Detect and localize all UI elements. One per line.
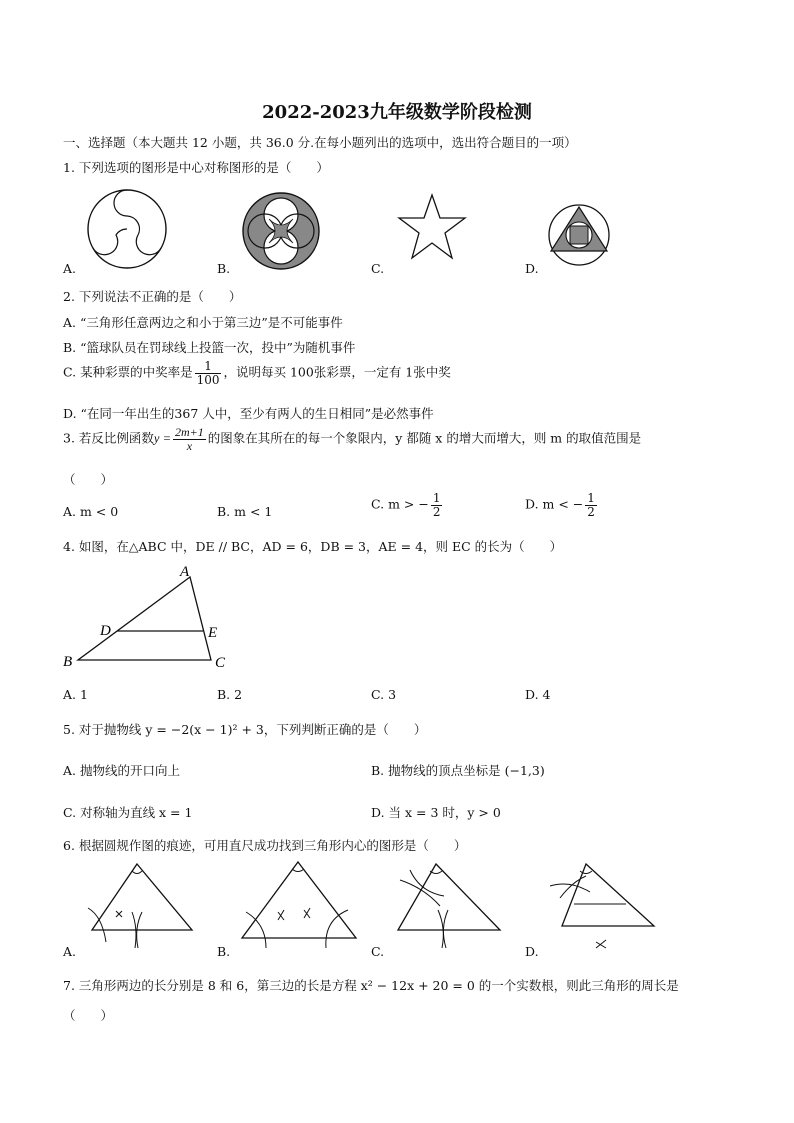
q4-triangle-figure [60, 560, 240, 674]
q3-option-d [525, 492, 599, 518]
q3-option-a: A. m < 0 [63, 504, 119, 519]
q4-label-e: E [208, 625, 218, 641]
q3-d-fraction [585, 492, 597, 518]
q4-label-a: A [180, 564, 190, 580]
q6-figure-c [390, 858, 510, 950]
question-5-stem: 5. 对于抛物线 y = −2(x − 1)² + 3，下列判断正确的是（ ） [63, 722, 427, 737]
q6-figure-d [546, 858, 664, 950]
q1-figure-b-four-petal [240, 190, 322, 272]
q3-d-text: D. m < − [525, 496, 584, 512]
q6-option-b: B. [217, 944, 231, 959]
question-4-stem: 4. 如图，在△ABC 中，DE // BC，AD = 6，DB = 3，AE = 4，则 EC 的长为（ ） [63, 539, 563, 554]
q3-numerator: 2m+1 [175, 425, 204, 439]
q4-label-c: C [215, 655, 226, 671]
question-2-stem: 2. 下列说法不正确的是（ ） [63, 289, 242, 304]
q7-paren: （ ） [63, 1008, 114, 1023]
question-3-stem [63, 426, 641, 452]
q1-option-d: D. [525, 261, 539, 276]
q3-c-text: C. m > − [371, 496, 429, 512]
q6-option-a: A. [63, 944, 77, 959]
q3-d-numerator: 1 [587, 491, 595, 505]
q3-denominator: x [186, 438, 193, 453]
q6-figure-b [236, 858, 364, 950]
q3-c-denominator: 2 [432, 504, 441, 519]
q6-option-c: C. [371, 944, 385, 959]
q4-option-b: B. 2 [217, 687, 243, 702]
q3-y: y = [153, 431, 172, 446]
q2-c-text-post: ，说明每买 100张彩票，一定有 1张中奖 [223, 364, 451, 380]
q1-option-b: B. [217, 261, 231, 276]
q2-c-numerator: 1 [195, 360, 222, 374]
q3-paren: （ ） [63, 472, 114, 487]
q2-option-a: A. “三角形任意两边之和小于第三边”是不可能事件 [63, 315, 343, 330]
q5-option-d: D. 当 x = 3 时，y > 0 [371, 805, 501, 820]
q2-option-c [63, 360, 451, 386]
q4-option-a: A. 1 [63, 687, 88, 702]
q2-option-d: D. “在同一年出生的367 人中，至少有两人的生日相同”是必然事件 [63, 406, 434, 421]
q4-label-d: D [100, 623, 111, 639]
q3-fraction [173, 426, 206, 452]
q6-figure-a [80, 858, 200, 950]
q4-label-b: B [63, 654, 73, 670]
q4-option-c: C. 3 [371, 687, 397, 702]
q3-d-denominator: 2 [587, 504, 595, 519]
page-title: 2022-2023九年级数学阶段检测 [262, 102, 532, 123]
q2-c-denominator: 100 [196, 372, 220, 387]
q5-option-a: A. 抛物线的开口向上 [63, 763, 180, 778]
q1-option-a: A. [63, 261, 77, 276]
q3-text-pre: 3. 若反比例函数 [63, 430, 154, 446]
question-7-stem: 7. 三角形两边的长分别是 8 和 6，第三边的长是方程 x² − 12x + 20 = 0 的一个实数根，则此三角形的周长是 [63, 978, 679, 993]
q1-figure-c-star [396, 192, 468, 264]
q2-c-fraction [195, 360, 222, 386]
q2-c-text-pre: C. 某种彩票的中奖率是 [63, 364, 193, 380]
question-6-stem: 6. 根据圆规作图的痕迹，可用直尺成功找到三角形内心的图形是（ ） [63, 838, 467, 853]
q1-figure-a-yin-yang [86, 188, 168, 270]
q4-option-d: D. 4 [525, 687, 551, 702]
q5-option-c: C. 对称轴为直线 x = 1 [63, 805, 193, 820]
q5-option-b: B. 抛物线的顶点坐标是 (−1,3) [371, 763, 545, 778]
q3-text-post: 的图象在其所在的每一个象限内，y 都随 x 的增大而增大，则 m 的取值范围是 [207, 430, 642, 446]
q3-option-c [371, 492, 444, 518]
section-heading: 一、选择题（本大题共 12 小题，共 36.0 分.在每小题列出的选项中，选出符合题目的一项） [63, 135, 577, 150]
q6-option-d: D. [525, 944, 539, 959]
question-1-stem: 1. 下列选项的图形是中心对称图形的是（ ） [63, 160, 329, 175]
q2-option-b: B. “篮球队员在罚球线上投篮一次，投中”为随机事件 [63, 340, 356, 355]
q3-c-fraction [431, 492, 443, 518]
q3-option-b: B. m < 1 [217, 504, 273, 519]
q1-figure-d-triangle-in-circle [546, 202, 612, 268]
q3-c-numerator: 1 [432, 491, 441, 505]
q1-option-c: C. [371, 261, 385, 276]
